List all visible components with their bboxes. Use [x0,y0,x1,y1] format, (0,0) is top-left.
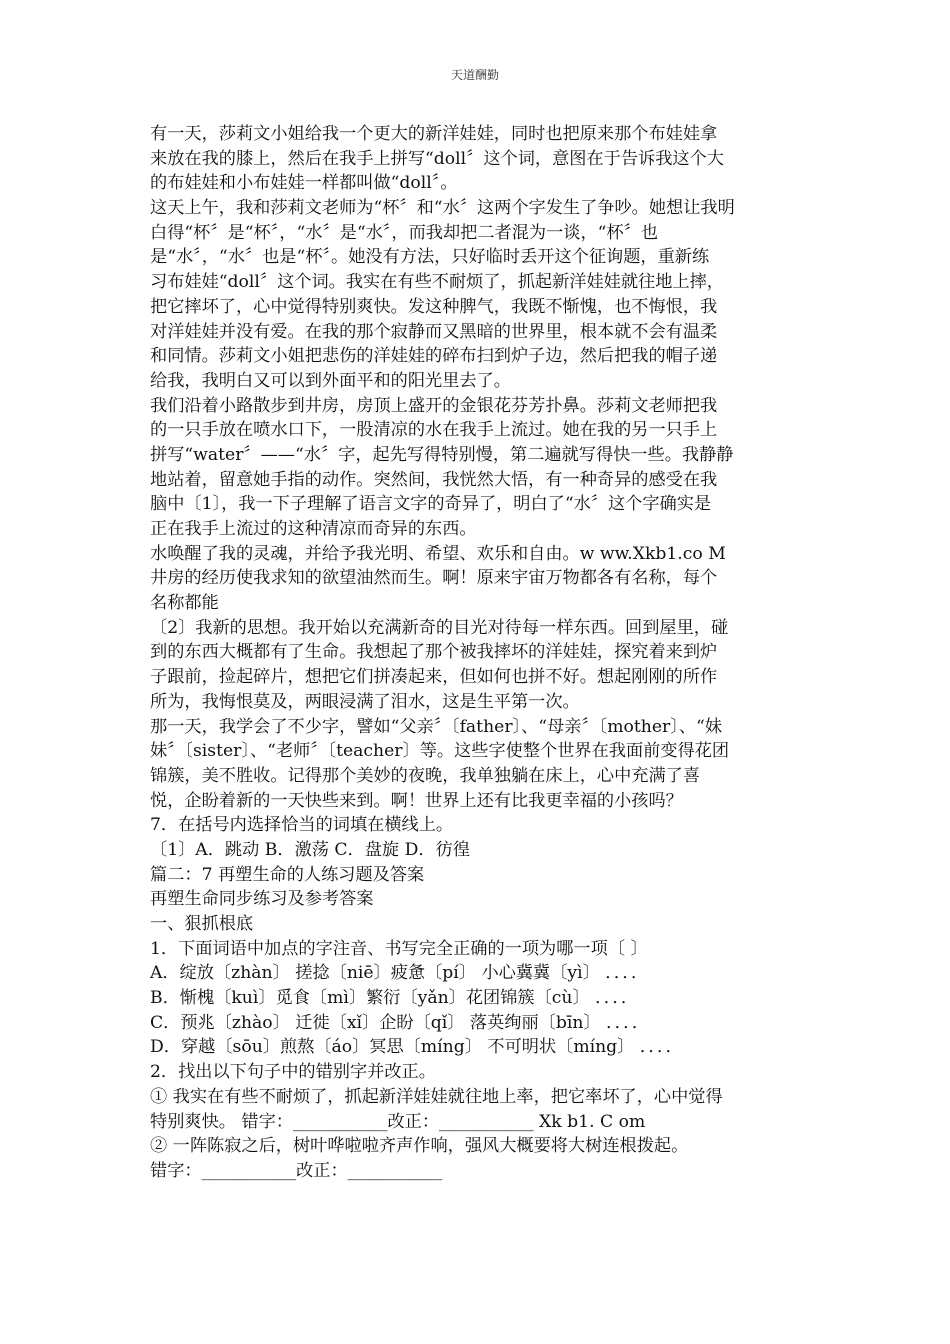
text-line: 子跟前，捡起碎片，想把它们拼凑起来，但如何也拼不好。想起刚刚的所作 [150,667,718,688]
text-line: 对洋娃娃并没有爱。在我的那个寂静而又黑暗的世界里，根本就不会有温柔 [150,321,718,342]
text-line: 拼写“water〞——“水〞字，起先写得特别慢，第二遍就写得快一些。我静静 [150,444,734,465]
text-line: 错字：___________改正：___________ [150,1160,443,1181]
text-line: B．惭槐〔kuì〕觅食〔mì〕繁衍〔yǎn〕花团锦簇〔cù〕 ．．．． [150,988,639,1009]
text-line: 脑中〔1〕，我一下子理解了语言文字的奇异了，明白了“水〞这个字确实是 [150,494,712,515]
text-line: 这天上午，我和莎莉文老师为“杯〞和“水〞这两个字发生了争吵。她想让我明 [150,198,735,219]
text-line: 篇二：7 再塑生命的人练习题及答案 [150,864,425,885]
text-line: 的布娃娃和小布娃娃一样都叫做“doll〞。 [150,173,458,194]
text-line: 妹〞〔sister〕、“老师〞〔teacher〕等。这些字使整个世界在我面前变得花团 [150,741,730,762]
text-line: D．穿越〔sōu〕煎熬〔áo〕冥思〔míng〕 不可明状〔míng〕 ．．．． [150,1037,683,1058]
text-line: ① 我实在有些不耐烦了，抓起新洋娃娃就往地上率，把它率坏了，心中觉得 [150,1086,723,1107]
text-line: 的一只手放在喷水口下，一股清凉的水在我手上流过。她在我的另一只手上 [150,420,718,441]
text-line: 锦簇，美不胜收。记得那个美妙的夜晚，我单独躺在床上，心中充满了喜 [150,765,701,786]
text-line: 和同情。莎莉文小姐把悲伤的洋娃娃的碎布扫到炉子边，然后把我的帽子递 [150,346,718,367]
text-line: 特别爽快。 错字：___________改正：___________ Xk b1. C om [150,1111,646,1132]
text-line: 1．下面词语中加点的字注音、书写完全正确的一项为哪一项〔 〕 [150,938,648,959]
text-line: 水唤醒了我的灵魂，并给予我光明、希望、欢乐和自由。w ww.Xkb1.co M [150,543,726,564]
page-header: 天道酬勤 [450,68,499,82]
text-line: 悦，企盼着新的一天快些来到。啊！世界上还有比我更幸福的小孩吗？ [150,790,683,811]
text-line: 习布娃娃“doll〞这个词。我实在有些不耐烦了，抓起新洋娃娃就往地上摔， [150,272,724,293]
text-line: 2．找出以下句子中的错别字并改正。 [150,1062,436,1083]
text-line: A．绽放〔zhàn〕 搓捻〔niē〕疲惫〔pí〕 小心冀冀〔yì〕 ．．．． [150,963,649,984]
text-line: 7．在括号内选择恰当的词填在横线上。 [150,815,454,836]
text-line: 来放在我的膝上，然后在我手上拼写“doll〞这个词，意图在于告诉我这个大 [150,148,724,169]
text-line: 有一天，莎莉文小姐给我一个更大的新洋娃娃，同时也把原来那个布娃娃拿 [150,124,718,144]
text-line: C．预兆〔zhào〕 迁徙〔xǐ〕企盼〔qǐ〕 落英绚丽〔bīn〕 ．．．． [150,1012,650,1033]
document-body [150,122,810,1184]
text-line: 那一天，我学会了不少字，譬如“父亲〞〔father〕、“母亲〞〔mother〕、“妹 [150,716,723,737]
text-line: 〔2〕我新的思想。我开始以充满新奇的目光对待每一样东西。回到屋里，碰 [150,617,729,638]
text-line: 把它摔坏了，心中觉得特别爽快。发这种脾气，我既不惭愧，也不悔恨，我 [150,296,718,317]
text-line: 到的东西大概都有了生命。我想起了那个被我摔坏的洋娃娃，探究着来到炉 [150,642,718,663]
text-line: 正在我手上流过的这种清凉而奇异的东西。 [150,519,477,539]
text-line: 名称都能 [150,593,219,614]
text-line: 井房的经历使我求知的欲望油然而生。啊！原来宇宙万物都各有名称，每个 [150,568,718,589]
text-line: 〔1〕A．跳动 B．激荡 C．盘旋 D．彷徨 [150,839,470,860]
text-line: ② 一阵陈寂之后，树叶哗啦啦齐声作响，强风大概要将大树连根拨起。 [150,1136,689,1157]
text-line: 地站着，留意她手指的动作。突然间，我恍然大悟，有一种奇异的感受在我 [150,469,718,490]
text-line: 再塑生命同步练习及参考答案 [150,889,374,910]
text-line: 所为，我悔恨莫及，两眼浸满了泪水，这是生平第一次。 [150,691,580,712]
text-line: 我们沿着小路散步到井房，房顶上盛开的金银花芬芳扑鼻。莎莉文老师把我 [150,395,718,416]
text-line: 一、狠抓根底 [150,914,254,934]
text-line: 给我，我明白又可以到外面平和的阳光里去了。 [150,370,511,391]
text-line: 白得“杯〞是“杯〞，“水〞是“水〞，而我却把二者混为一谈，“杯〞也 [150,222,658,243]
text-line: 是“水〞，“水〞也是“杯〞。她没有方法，只好临时丢开这个征询题，重新练 [150,247,710,268]
